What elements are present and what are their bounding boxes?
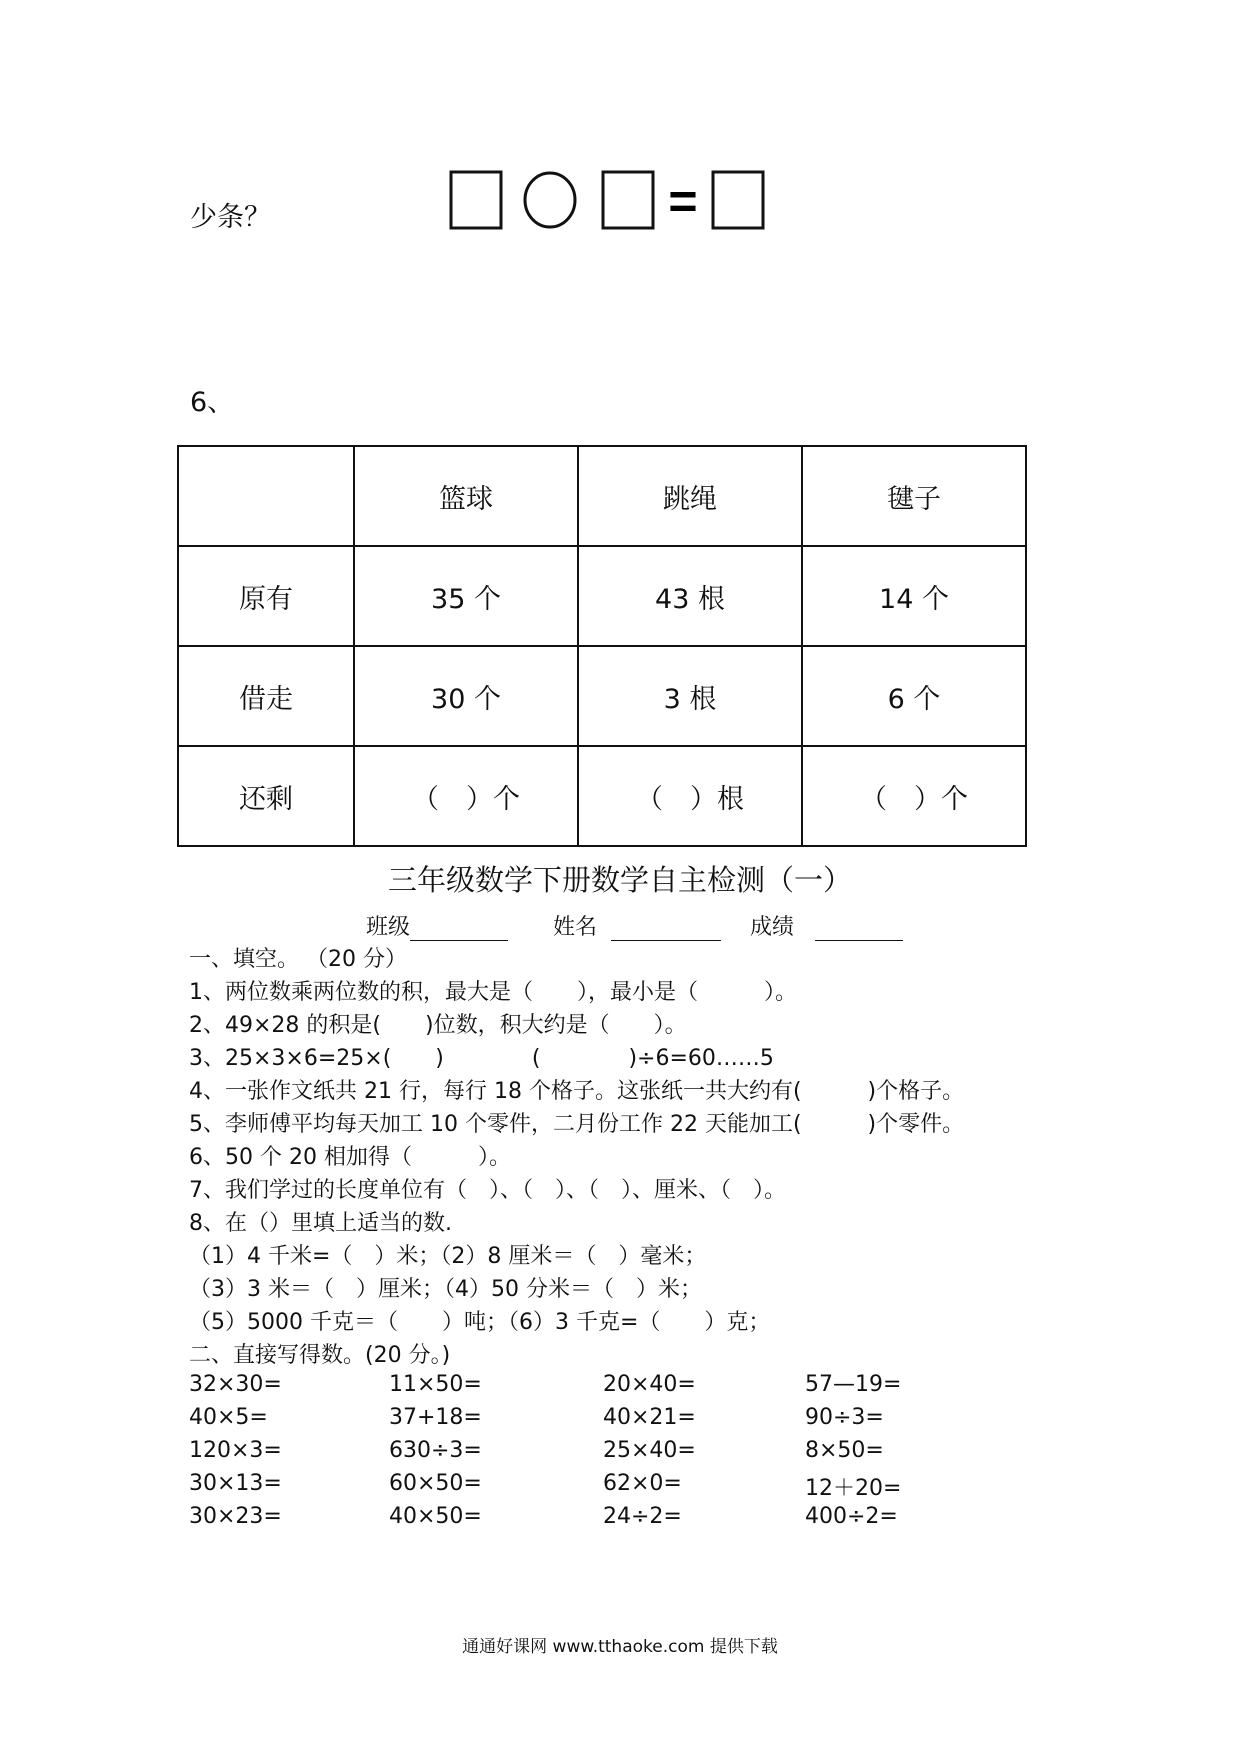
- section-heading: 二、直接写得数。(20 分。): [189, 1343, 451, 1368]
- name-label: 姓名: [553, 915, 598, 940]
- table-row: [178, 546, 1026, 646]
- calc-item: 62×0=: [603, 1471, 682, 1496]
- answer-box[interactable]: [451, 172, 501, 228]
- question-item: 3、25×3×6=25×( ) ( )÷6=60……5: [189, 1046, 774, 1071]
- question-item: （3）3 米＝（ ）厘米；（4）50 分米＝（ ）米；: [189, 1277, 702, 1302]
- calc-item: 8×50=: [805, 1438, 884, 1463]
- table-cell: 还剩: [178, 746, 354, 846]
- calc-item: 60×50=: [389, 1471, 482, 1496]
- question-item: 8、在（）里填上适当的数.: [189, 1211, 452, 1236]
- table-cell: 14 个: [802, 546, 1026, 646]
- calc-item: 24÷2=: [603, 1504, 682, 1529]
- answer-box[interactable]: [603, 172, 653, 228]
- question-item: 5、李师傅平均每天加工 10 个零件，二月份工作 22 天能加工( )个零件。: [189, 1112, 965, 1137]
- table-row: [178, 746, 1026, 846]
- table-cell: 跳绳: [578, 446, 802, 546]
- table-cell[interactable]: （ ）根: [578, 746, 802, 846]
- question-item: 2、49×28 的积是( )位数，积大约是（ ）。: [189, 1013, 687, 1038]
- question-item: 1、两位数乘两位数的积，最大是（ ），最小是（ ）。: [189, 980, 797, 1005]
- calc-item: 32×30=: [189, 1372, 282, 1397]
- table-row: [178, 646, 1026, 746]
- answer-box[interactable]: [713, 172, 763, 228]
- calc-item: 400÷2=: [805, 1504, 898, 1529]
- calc-item: 30×13=: [189, 1471, 282, 1496]
- calc-item: 57—19=: [805, 1372, 902, 1397]
- calc-item: 20×40=: [603, 1372, 696, 1397]
- equation-boxes: [449, 170, 769, 232]
- class-label: 班级: [366, 915, 411, 940]
- question-item: 4、一张作文纸共 21 行，每行 18 个格子。这张纸一共大约有( )个格子。: [189, 1079, 965, 1104]
- table-header-row: [178, 446, 1026, 546]
- question-item: 7、我们学过的长度单位有（ ）、（ ）、（ ）、厘米、（ ）。: [189, 1178, 786, 1203]
- calc-item: 40×50=: [389, 1504, 482, 1529]
- calc-item: 90÷3=: [805, 1405, 884, 1430]
- calc-item: 40×21=: [603, 1405, 696, 1430]
- score-field[interactable]: [750, 910, 903, 941]
- calc-item: 11×50=: [389, 1372, 482, 1397]
- class-blank[interactable]: [410, 918, 508, 941]
- page-title: 三年级数学下册数学自主检测（一）: [387, 863, 852, 897]
- sports-equipment-table: [177, 445, 1027, 847]
- name-field[interactable]: [553, 910, 721, 941]
- section-heading: 一、填空。 （20 分）: [189, 947, 407, 972]
- calc-item: 630÷3=: [389, 1438, 482, 1463]
- score-label: 成绩: [750, 915, 795, 940]
- question-item: （5）5000 千克＝（ ）吨；（6）3 千克=（ ）克；: [189, 1310, 771, 1335]
- question-item: 6、50 个 20 相加得（ ）。: [189, 1145, 511, 1170]
- page-footer: 通通好课网 www.tthaoke.com 提供下载: [462, 1637, 778, 1657]
- question-6-label: 6、: [190, 387, 235, 418]
- table-cell: 原有: [178, 546, 354, 646]
- table-cell: 借走: [178, 646, 354, 746]
- table-cell[interactable]: （ ）个: [354, 746, 578, 846]
- calc-item: 25×40=: [603, 1438, 696, 1463]
- table-cell: 43 根: [578, 546, 802, 646]
- calc-item: 12＋20=: [805, 1476, 902, 1501]
- score-blank[interactable]: [815, 918, 903, 941]
- calc-item: 40×5=: [189, 1405, 268, 1430]
- table-cell: [178, 446, 354, 546]
- table-cell: 35 个: [354, 546, 578, 646]
- table-cell: 3 根: [578, 646, 802, 746]
- question-5-tail: 少条？: [190, 202, 271, 233]
- calc-item: 120×3=: [189, 1438, 282, 1463]
- table-cell: 毽子: [802, 446, 1026, 546]
- table-cell: 篮球: [354, 446, 578, 546]
- calc-item: 30×23=: [189, 1504, 282, 1529]
- name-blank[interactable]: [611, 918, 721, 941]
- calc-item: 37+18=: [389, 1405, 482, 1430]
- table-cell[interactable]: （ ）个: [802, 746, 1026, 846]
- operator-circle[interactable]: [525, 173, 575, 227]
- table-cell: 30 个: [354, 646, 578, 746]
- class-field[interactable]: [366, 910, 508, 941]
- section-fill-in: [189, 943, 964, 1372]
- equals-sign: =: [668, 173, 698, 229]
- table-cell: 6 个: [802, 646, 1026, 746]
- question-item: （1）4 千米=（ ）米；（2）8 厘米＝（ ）毫米；: [189, 1244, 707, 1269]
